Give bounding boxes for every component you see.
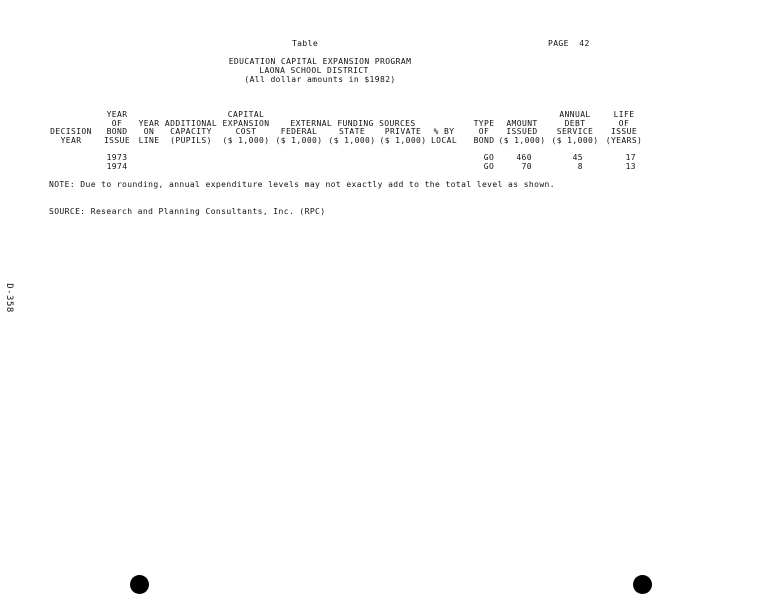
header-amount-issued-line-3: ($ 1,000): [498, 136, 546, 145]
table-cell-life-of-issue: 13: [625, 162, 636, 171]
header-external-funding-sources: EXTERNAL FUNDING SOURCES: [290, 119, 416, 128]
program-title: EDUCATION CAPITAL EXPANSION PROGRAM: [228, 57, 412, 66]
header-pct-local-line-1: % BY: [433, 127, 455, 136]
table-cell-bond-type: GO: [483, 162, 495, 171]
header-debt-service-line-3: SERVICE: [556, 127, 594, 136]
side-page-label: D-358: [4, 283, 14, 313]
header-capacity-line-3: (PUPILS): [170, 136, 212, 145]
header-capacity-line-2: CAPACITY: [170, 127, 212, 136]
header-life-of-issue-line-4: (YEARS): [605, 136, 643, 145]
header-debt-service-line-4: ($ 1,000): [551, 136, 599, 145]
header-life-of-issue-line-2: OF: [618, 119, 630, 128]
header-expansion-cost-line-3: COST: [235, 127, 257, 136]
table-cell-bond-year: 1974: [106, 162, 128, 171]
page-number: PAGE 42: [548, 39, 590, 48]
rounding-note: NOTE: Due to rounding, annual expenditure levels may not exactly add to the total level as shown.: [49, 180, 555, 189]
punch-hole-left: [130, 575, 149, 594]
header-expansion-cost-line-2: EXPANSION: [222, 119, 270, 128]
header-debt-service-line-2: DEBT: [564, 119, 586, 128]
header-bond-type-line-1: TYPE: [473, 119, 495, 128]
header-state-line-1: STATE: [338, 127, 366, 136]
header-bond-type-line-2: OF: [478, 127, 490, 136]
header-life-of-issue-line-3: ISSUE: [610, 127, 638, 136]
header-federal-line-2: ($ 1,000): [275, 136, 323, 145]
table-cell-debt-service: 8: [577, 162, 583, 171]
header-year-on-line-line-3: LINE: [138, 136, 160, 145]
header-expansion-cost-line-1: CAPITAL: [227, 110, 265, 119]
header-federal-line-1: FEDERAL: [280, 127, 318, 136]
header-state-line-2: ($ 1,000): [328, 136, 376, 145]
header-decision-year-line-1: DECISION: [50, 127, 92, 136]
header-capacity-line-1: ADDITIONAL: [164, 119, 218, 128]
header-expansion-cost-line-4: ($ 1,000): [222, 136, 270, 145]
dollar-note: (All dollar amounts in $1982): [244, 75, 396, 84]
table-cell-bond-year: 1973: [106, 153, 128, 162]
table-cell-amount-issued: 70: [521, 162, 532, 171]
source-note: SOURCE: Research and Planning Consultants, Inc. (RPC): [49, 207, 326, 216]
table-heading: Table: [291, 39, 319, 48]
punch-hole-right: [633, 575, 652, 594]
district-title: LAONA SCHOOL DISTRICT: [259, 66, 369, 75]
header-year-on-line-line-1: YEAR: [138, 119, 160, 128]
header-private-line-2: ($ 1,000): [379, 136, 427, 145]
header-bond-year-line-3: BOND: [106, 127, 128, 136]
header-bond-year-line-2: OF: [111, 119, 123, 128]
header-private-line-1: PRIVATE: [384, 127, 422, 136]
table-cell-bond-type: GO: [483, 153, 495, 162]
table-cell-debt-service: 45: [572, 153, 583, 162]
table-cell-amount-issued: 460: [516, 153, 532, 162]
header-debt-service-line-1: ANNUAL: [559, 110, 591, 119]
header-life-of-issue-line-1: LIFE: [613, 110, 635, 119]
header-bond-year-line-1: YEAR: [106, 110, 128, 119]
header-amount-issued-line-1: AMOUNT: [506, 119, 538, 128]
header-bond-year-line-4: ISSUE: [103, 136, 131, 145]
header-decision-year-line-2: YEAR: [60, 136, 82, 145]
header-bond-type-line-3: BOND: [473, 136, 495, 145]
header-year-on-line-line-2: ON: [143, 127, 155, 136]
table-cell-life-of-issue: 17: [625, 153, 636, 162]
header-pct-local-line-2: LOCAL: [430, 136, 458, 145]
header-amount-issued-line-2: ISSUED: [506, 127, 538, 136]
